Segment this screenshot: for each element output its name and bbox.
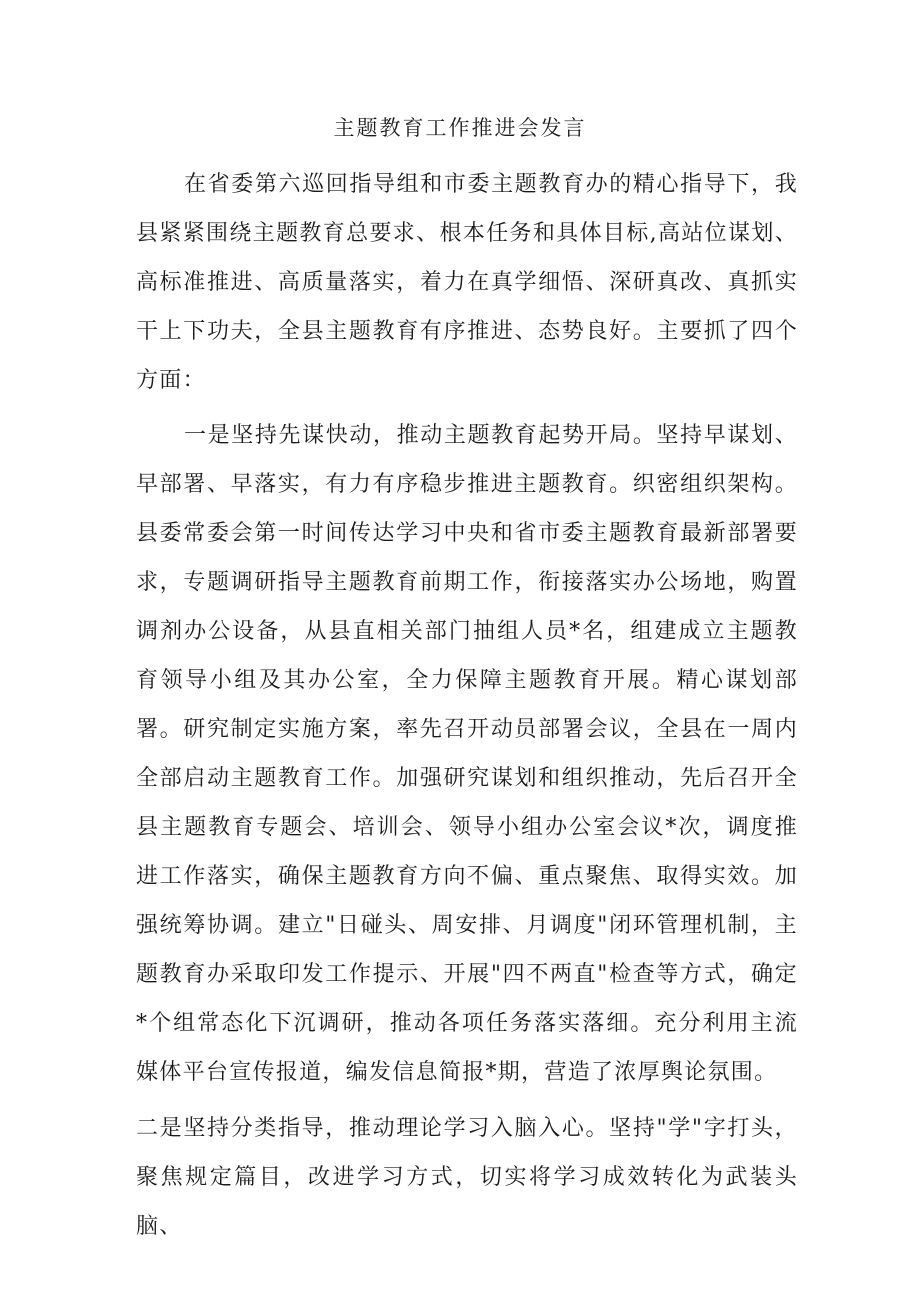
paragraph-point-two: 二是坚持分类指导，推动理论学习入脑入心。坚持"学"字打头，聚焦规定篇目，改进学习方式，切实将学习成效转化为武装头脑、 [136, 1116, 798, 1239]
document-title: 主题教育工作推进会发言 [333, 116, 587, 140]
paragraph-point-one: 一是坚持先谋快动，推动主题教育起势开局。坚持早谋划、早部署、早落实，有力有序稳步推进主题教育。织密组织架构。县委常委会第一时间传达学习中央和省市委主题教育最新部署要求，专题调研指导主题教育前期工作，衔接落实办公场地，购置调剂办公设备，从县直相关部门抽组人员*名，组建成立主题教育领导小组及其办公室，全力保障主题教育开展。精心谋划部署。研究制定实施方案，率先召开动员部署会议，全县在一周内全部启动主题教育工作。加强研究谋划和组织推动，先后召开全县主题教育专题会、培训会、领导小组办公室会议*次，调度推进工作落实，确保主题教育方向不偏、重点聚焦、取得实效。加强统筹协调。建立"日碰头、周安排、月调度"闭环管理机制，主题教育办采取印发工作提示、开展"四不两直"检查等方式，确定*个组常态化下沉调研，推动各项任务落实落细。充分利用主流媒体平台宣传报道，编发信息简报*期，营造了浓厚舆论氛围。 [136, 423, 798, 1085]
paragraph-intro: 在省委第六巡回指导组和市委主题教育办的精心指导下，我县紧紧围绕主题教育总要求、根本任务和具体目标,高站位谋划、高标准推进、高质量落实，着力在真学细悟、深研真改、真抓实干上下功夫，全县主题教育有序推进、态势良好。主要抓了四个方面： [136, 172, 798, 393]
